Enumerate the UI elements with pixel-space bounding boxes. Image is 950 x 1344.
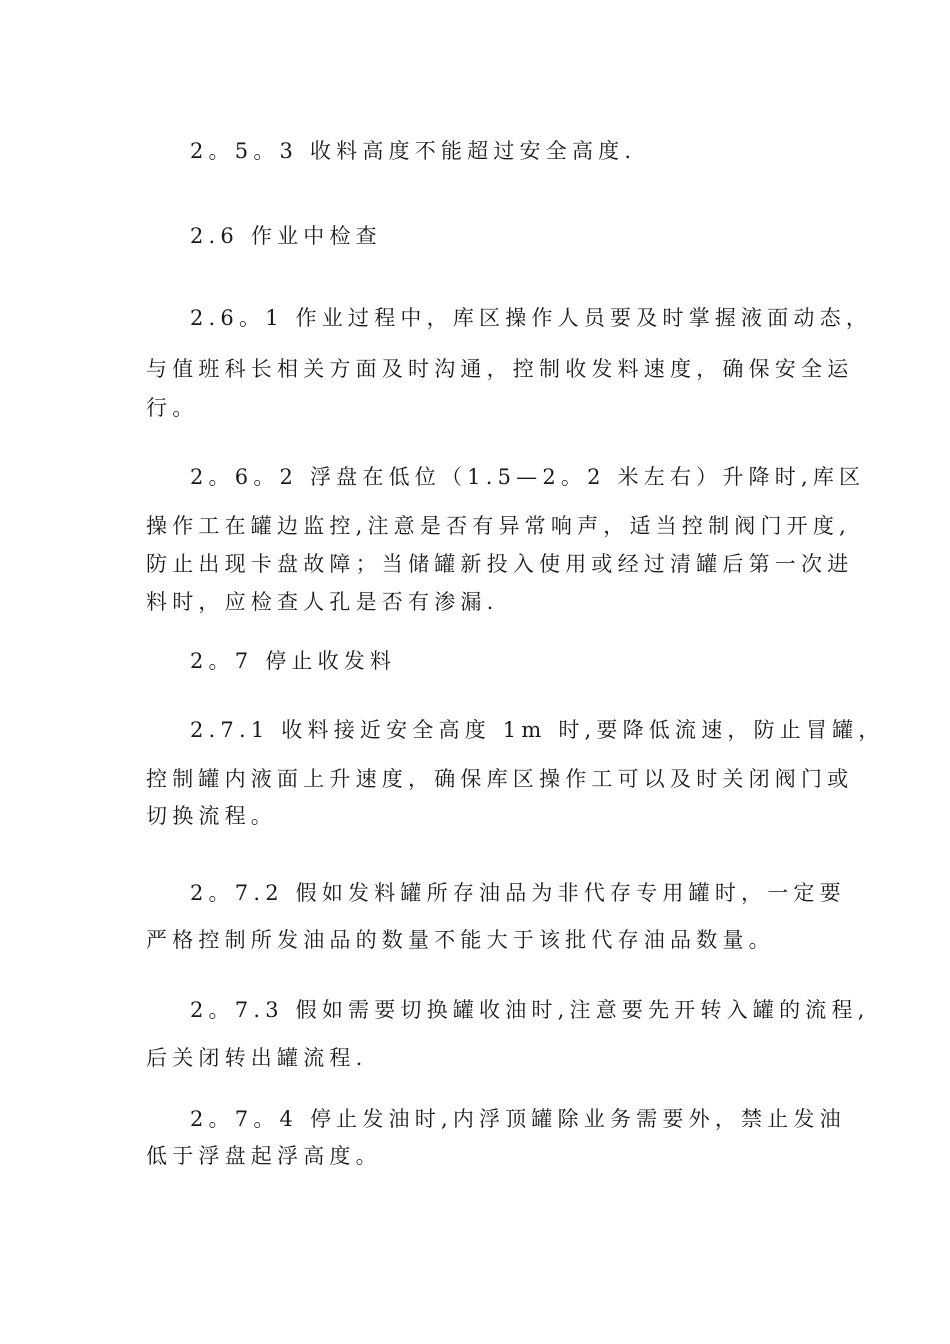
paragraph-2-7-2-line-1: 2。7.2 假如发料罐所存油品为非代存专用罐时，一定要: [190, 881, 846, 905]
paragraph-2-5-3-line-1: 2。5。3 收料高度不能超过安全高度.: [190, 139, 637, 163]
paragraph-2-6-2-line-2: 操作工在罐边监控,注意是否有异常响声，适当控制阀门开度,: [146, 514, 851, 538]
paragraph-2-6-1-line-3: 行。: [146, 396, 199, 420]
paragraph-2-7-4-line-1: 2。7。4 停止发油时,内浮顶罐除业务需要外，禁止发油: [190, 1107, 846, 1131]
paragraph-2-7-2-line-2: 严格控制所发油品的数量不能大于该批代存油品数量。: [146, 928, 775, 952]
paragraph-2-7-3-line-2: 后关闭转出罐流程.: [146, 1046, 368, 1070]
paragraph-2-7-1-line-2: 控制罐内液面上升速度，确保库区操作工可以及时关闭阀门或: [146, 767, 854, 791]
paragraph-2-7-1-line-3: 切换流程。: [146, 804, 277, 828]
paragraph-2-7-4-line-2: 低于浮盘起浮高度。: [146, 1144, 382, 1168]
paragraph-2-6-1-line-1: 2.6。1 作业过程中，库区操作人员要及时掌握液面动态，: [190, 306, 873, 330]
paragraph-2-7-1-line-1: 2.7.1 收料接近安全高度 1m 时,要降低流速，防止冒罐，: [190, 718, 885, 742]
paragraph-2-7-3-line-1: 2。7.3 假如需要切换罐收油时,注意要先开转入罐的流程,: [190, 998, 870, 1022]
section-heading-2-6: 2.6 作业中检查: [190, 224, 382, 248]
paragraph-2-6-2-line-1: 2。6。2 浮盘在低位（1.5—2。2 米左右）升降时,库区: [190, 465, 866, 489]
paragraph-2-6-2-line-4: 料时，应检查人孔是否有渗漏.: [146, 590, 499, 614]
section-heading-2-7: 2。7 停止收发料: [190, 649, 397, 673]
paragraph-2-6-1-line-2: 与值班科长相关方面及时沟通，控制收发料速度，确保安全运: [146, 357, 854, 381]
paragraph-2-6-2-line-3: 防止出现卡盘故障；当储罐新投入使用或经过清罐后第一次进: [146, 552, 854, 576]
